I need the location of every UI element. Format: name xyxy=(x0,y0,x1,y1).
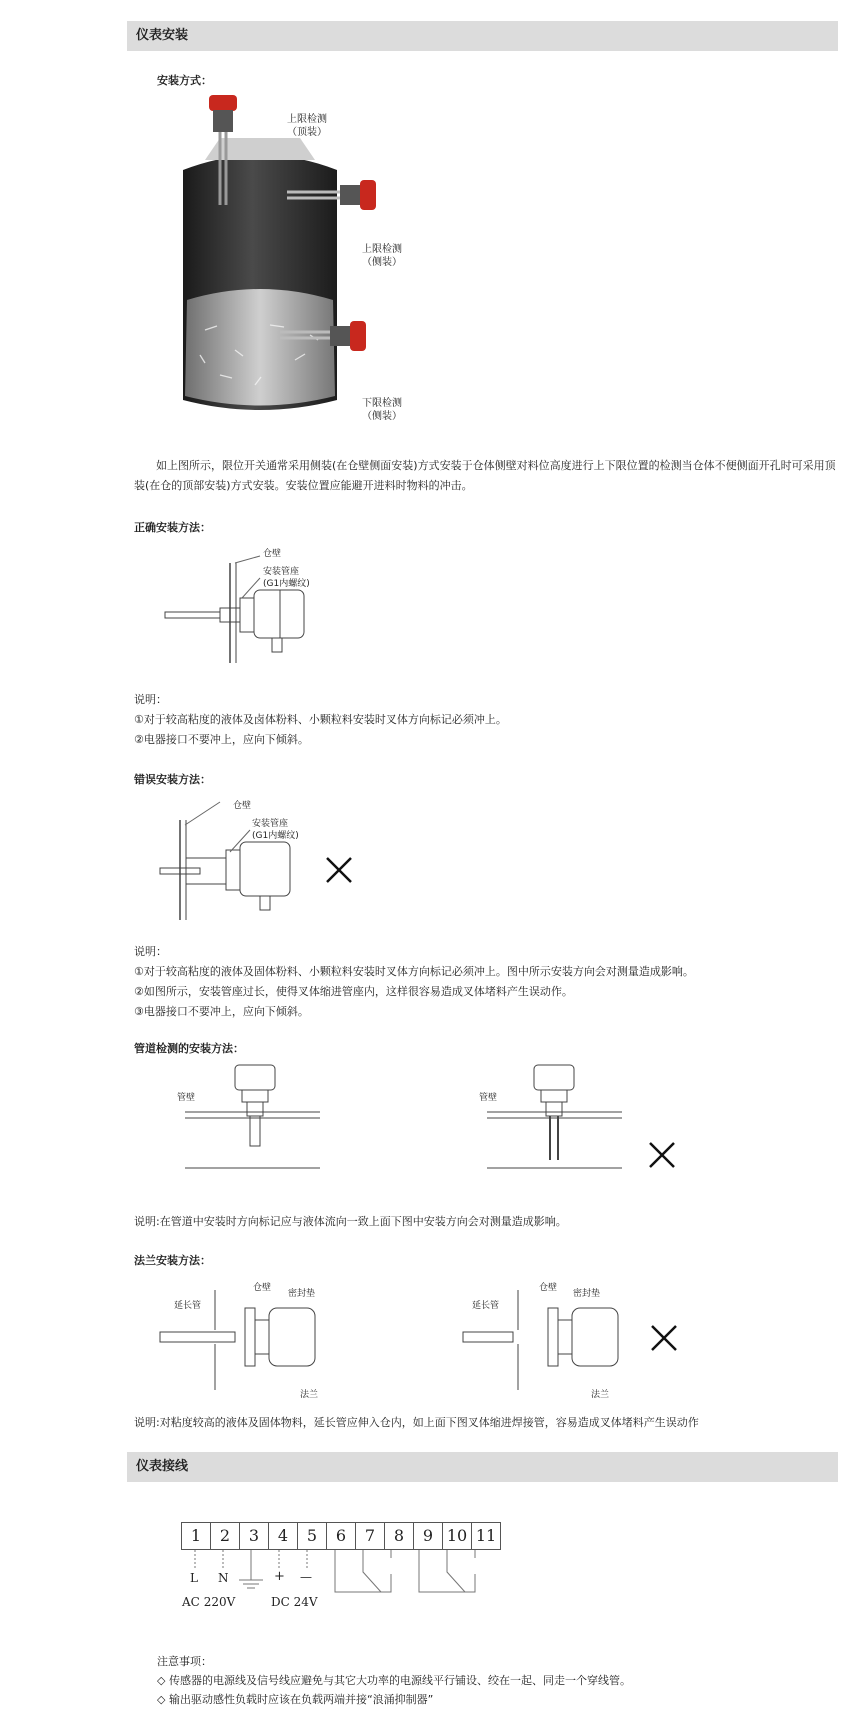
callout-side-lower-2: （侧装） xyxy=(362,411,402,422)
flange-label-gasket-r: 密封垫 xyxy=(573,1289,601,1299)
wrong-label-thread: (G1内螺纹) xyxy=(252,831,299,841)
flange-note: 说明:对粘度较高的液体及固体物料，延长管应伸入仓内，如上面下图叉体缩进焊接管，容易造成叉体堵料产生误动作 xyxy=(134,1416,699,1429)
wiring-label-220v: 220V xyxy=(203,1595,236,1609)
wiring-label-N: N xyxy=(218,1571,229,1585)
wiring-label-L: L xyxy=(190,1571,198,1585)
terminal: 9 xyxy=(414,1522,443,1550)
flange-label-ext-r: 延长管 xyxy=(472,1301,500,1311)
wrong-note-0: 说明： xyxy=(134,945,167,958)
terminal-strip xyxy=(181,1522,501,1550)
correct-note-0: 说明： xyxy=(134,693,167,706)
callout-top-2: （顶装） xyxy=(287,127,327,138)
pipe-note: 说明:在管道中安装时方向标记应与液体流向一致上面下图中安装方向会对测量造成影响。 xyxy=(134,1215,567,1228)
terminal: 10 xyxy=(443,1522,472,1550)
terminal: 4 xyxy=(269,1522,298,1550)
flange-label-wall-r: 仓壁 xyxy=(539,1283,558,1293)
callout-side-lower-1: 下限检测 xyxy=(362,398,402,409)
correct-label-wall: 仓壁 xyxy=(263,549,282,559)
callout-top-1: 上限检测 xyxy=(287,114,327,125)
terminal: 1 xyxy=(181,1522,211,1550)
correct-heading: 正确安装方法： xyxy=(134,521,211,534)
pipe-cross-icon xyxy=(649,1142,675,1168)
wrong-note-1: ①对于较高粘度的液体及固体粉料、小颗粒料安装时叉体方向标记必须冲上。图中所示安装方向会对测量造成影响。 xyxy=(134,965,694,978)
wiring-note-1: ◇ 传感器的电源线及信号线应避免与其它大功率的电源线平行铺设、绞在一起、同走一个穿线管。 xyxy=(157,1674,631,1687)
terminal: 5 xyxy=(298,1522,327,1550)
install-paragraph: 如上图所示，限位开关通常采用侧装(在仓壁侧面安装)方式安装于仓体侧壁对料位高度进行上下限位置的检测当仓体不便侧面开孔时可采用顶装(在仓的顶部安装)方式安装。安装位置应能避开进料时物料的冲击。 xyxy=(134,459,836,492)
wiring-label-minus: — xyxy=(300,1570,312,1584)
section-title-install: 仪表安装 xyxy=(127,21,838,51)
terminal: 8 xyxy=(385,1522,414,1550)
wiring-label-dc-text: DC xyxy=(271,1595,290,1609)
flange-cross-icon xyxy=(651,1325,677,1351)
wrong-label-wall: 仓壁 xyxy=(233,801,252,811)
correct-note-2: ②电器接口不要冲上，应向下倾斜。 xyxy=(134,733,309,746)
wiring-label-dc xyxy=(271,1592,318,1612)
callout-side-upper-2: （侧装） xyxy=(362,257,402,268)
callout-side-upper-1: 上限检测 xyxy=(362,244,402,255)
pipe-label-left: 管壁 xyxy=(177,1093,196,1103)
terminal: 7 xyxy=(356,1522,385,1550)
flange-label-flange-r: 法兰 xyxy=(591,1390,610,1400)
correct-label-thread: (G1内螺纹) xyxy=(263,579,310,589)
flange-diagram-correct xyxy=(155,1280,345,1395)
flange-diagram-wrong xyxy=(458,1280,648,1395)
wiring-note-2: ◇ 输出驱动感性负载时应该在负载两端并接“浪涌抑制器” xyxy=(157,1693,434,1706)
correct-label-seat: 安装管座 xyxy=(263,567,300,577)
wiring-label-ac-text: AC xyxy=(182,1595,200,1609)
correct-install-diagram xyxy=(160,548,360,673)
side-lower-sensor-cap xyxy=(350,321,366,351)
flange-heading: 法兰安装方法： xyxy=(134,1254,211,1267)
section-title-wiring: 仪表接线 xyxy=(127,1452,838,1482)
flange-label-wall-l: 仓壁 xyxy=(253,1283,272,1293)
wiring-label-24v: 24V xyxy=(293,1595,318,1609)
wrong-heading: 错误安装方法： xyxy=(134,773,211,786)
pipe-diagram-wrong xyxy=(482,1060,622,1175)
top-sensor-cap xyxy=(209,95,237,111)
pipe-diagram-correct xyxy=(180,1060,320,1175)
wrong-note-3: ③电器接口不要冲上，应向下倾斜。 xyxy=(134,1005,309,1018)
wiring-label-ac xyxy=(182,1592,235,1612)
terminal: 3 xyxy=(240,1522,269,1550)
wiring-notes-title: 注意事项： xyxy=(157,1655,212,1668)
flange-label-gasket-l: 密封垫 xyxy=(288,1289,316,1299)
terminal: 11 xyxy=(472,1522,501,1550)
flange-label-flange-l: 法兰 xyxy=(300,1390,319,1400)
pipe-heading: 管道检测的安装方法： xyxy=(134,1042,244,1055)
wrong-note-2: ②如图所示，安装管座过长，使得叉体缩进管座内，这样很容易造成叉体堵料产生误动作。 xyxy=(134,985,573,998)
wiring-label-plus: + xyxy=(274,1569,285,1584)
terminal: 6 xyxy=(327,1522,356,1550)
flange-label-ext-l: 延长管 xyxy=(174,1301,202,1311)
pipe-label-right: 管壁 xyxy=(479,1093,498,1103)
install-method-label: 安装方式： xyxy=(157,74,212,87)
terminal: 2 xyxy=(211,1522,240,1550)
correct-note-1: ①对于较高粘度的液体及卤体粉料、小颗粒料安装时叉体方向标记必须冲上。 xyxy=(134,713,507,726)
side-upper-sensor-cap xyxy=(360,180,376,210)
wrong-label-seat: 安装管座 xyxy=(252,819,289,829)
wrong-cross-icon xyxy=(326,857,352,883)
